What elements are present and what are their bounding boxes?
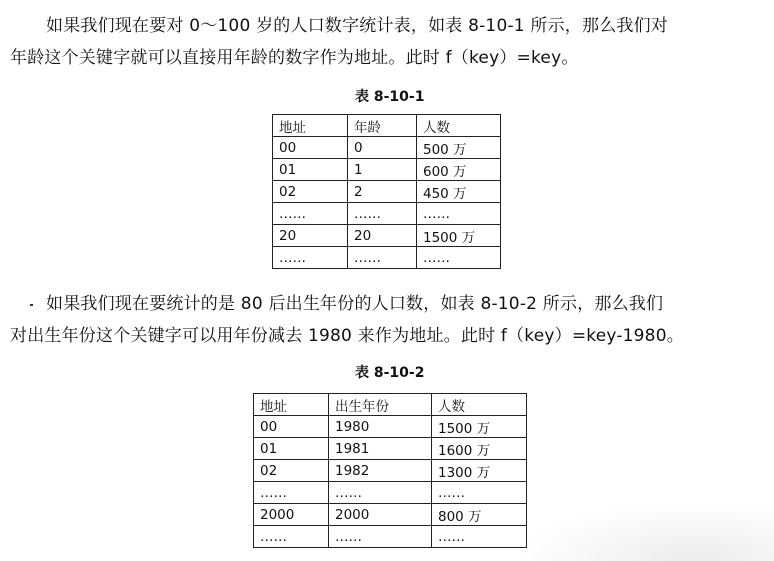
- cell-population: 1300 万: [432, 460, 527, 482]
- paragraph-1-line-2: 年龄这个关键字就可以直接用年龄的数字作为地址。此时 f（key）=key。: [10, 48, 579, 68]
- table-row: [273, 247, 501, 269]
- cell-address: ……: [254, 526, 329, 548]
- cell-population: 600 万: [417, 159, 501, 181]
- cell-address: 00: [273, 137, 348, 159]
- cell-population: 500 万: [417, 137, 501, 159]
- cell-population: 450 万: [417, 181, 501, 203]
- table-row: [254, 460, 527, 482]
- table-row: [254, 416, 527, 438]
- table-row: [254, 526, 527, 548]
- paragraph-2-line-1: 如果我们现在要统计的是 80 后出生年份的人口数，如表 8-10-2 所示，那么我们: [46, 294, 664, 314]
- cell-age: ……: [348, 247, 417, 269]
- cell-population: ……: [432, 526, 527, 548]
- cell-address: 00: [254, 416, 329, 438]
- table-1-caption: 表 8-10-1: [355, 89, 425, 105]
- cell-birth-year: 1980: [329, 416, 432, 438]
- paragraph-2-line-2: 对出生年份这个关键字可以用年份减去 1980 来作为地址。此时 f（key）=key-1980。: [10, 326, 684, 346]
- cell-address: ……: [273, 247, 348, 269]
- cell-population: ……: [432, 482, 527, 504]
- table-row: [273, 181, 501, 203]
- cell-population: 800 万: [432, 504, 527, 526]
- table-row: [254, 438, 527, 460]
- cell-population: ……: [417, 203, 501, 225]
- cell-population: 1600 万: [432, 438, 527, 460]
- column-header-age: 年龄: [348, 115, 417, 137]
- cell-birth-year: 2000: [329, 504, 432, 526]
- cell-address: 01: [254, 438, 329, 460]
- cell-population: ……: [417, 247, 501, 269]
- column-header-population: 人数: [417, 115, 501, 137]
- cell-address: 02: [273, 181, 348, 203]
- watermark-smudge: [514, 501, 774, 561]
- paragraph-1-line-1: 如果我们现在要对 0～100 岁的人口数字统计表，如表 8-10-1 所示，那么我们对: [46, 16, 669, 36]
- cell-age: ……: [348, 203, 417, 225]
- table-row: [273, 225, 501, 247]
- column-header-birth-year: 出生年份: [329, 394, 432, 416]
- cell-address: 01: [273, 159, 348, 181]
- cell-address: 02: [254, 460, 329, 482]
- table-row: [254, 482, 527, 504]
- cell-population: 1500 万: [417, 225, 501, 247]
- cell-address: ……: [273, 203, 348, 225]
- table-2: [253, 393, 527, 548]
- table-2-caption: 表 8-10-2: [355, 365, 425, 381]
- cell-birth-year: 1981: [329, 438, 432, 460]
- column-header-address: 地址: [254, 394, 329, 416]
- table-row: [254, 504, 527, 526]
- table-header-row: [254, 394, 527, 416]
- cell-birth-year: 1982: [329, 460, 432, 482]
- table-header-row: [273, 115, 501, 137]
- cell-population: 1500 万: [432, 416, 527, 438]
- cell-address: ……: [254, 482, 329, 504]
- table-row: [273, 137, 501, 159]
- cell-birth-year: ……: [329, 482, 432, 504]
- cell-birth-year: ……: [329, 526, 432, 548]
- column-header-address: 地址: [273, 115, 348, 137]
- table-1: [272, 114, 501, 269]
- cell-address: 2000: [254, 504, 329, 526]
- cell-age: 0: [348, 137, 417, 159]
- stray-dot-mark: [30, 304, 33, 306]
- column-header-population: 人数: [432, 394, 527, 416]
- table-row: [273, 159, 501, 181]
- cell-age: 2: [348, 181, 417, 203]
- cell-address: 20: [273, 225, 348, 247]
- cell-age: 20: [348, 225, 417, 247]
- cell-age: 1: [348, 159, 417, 181]
- table-row: [273, 203, 501, 225]
